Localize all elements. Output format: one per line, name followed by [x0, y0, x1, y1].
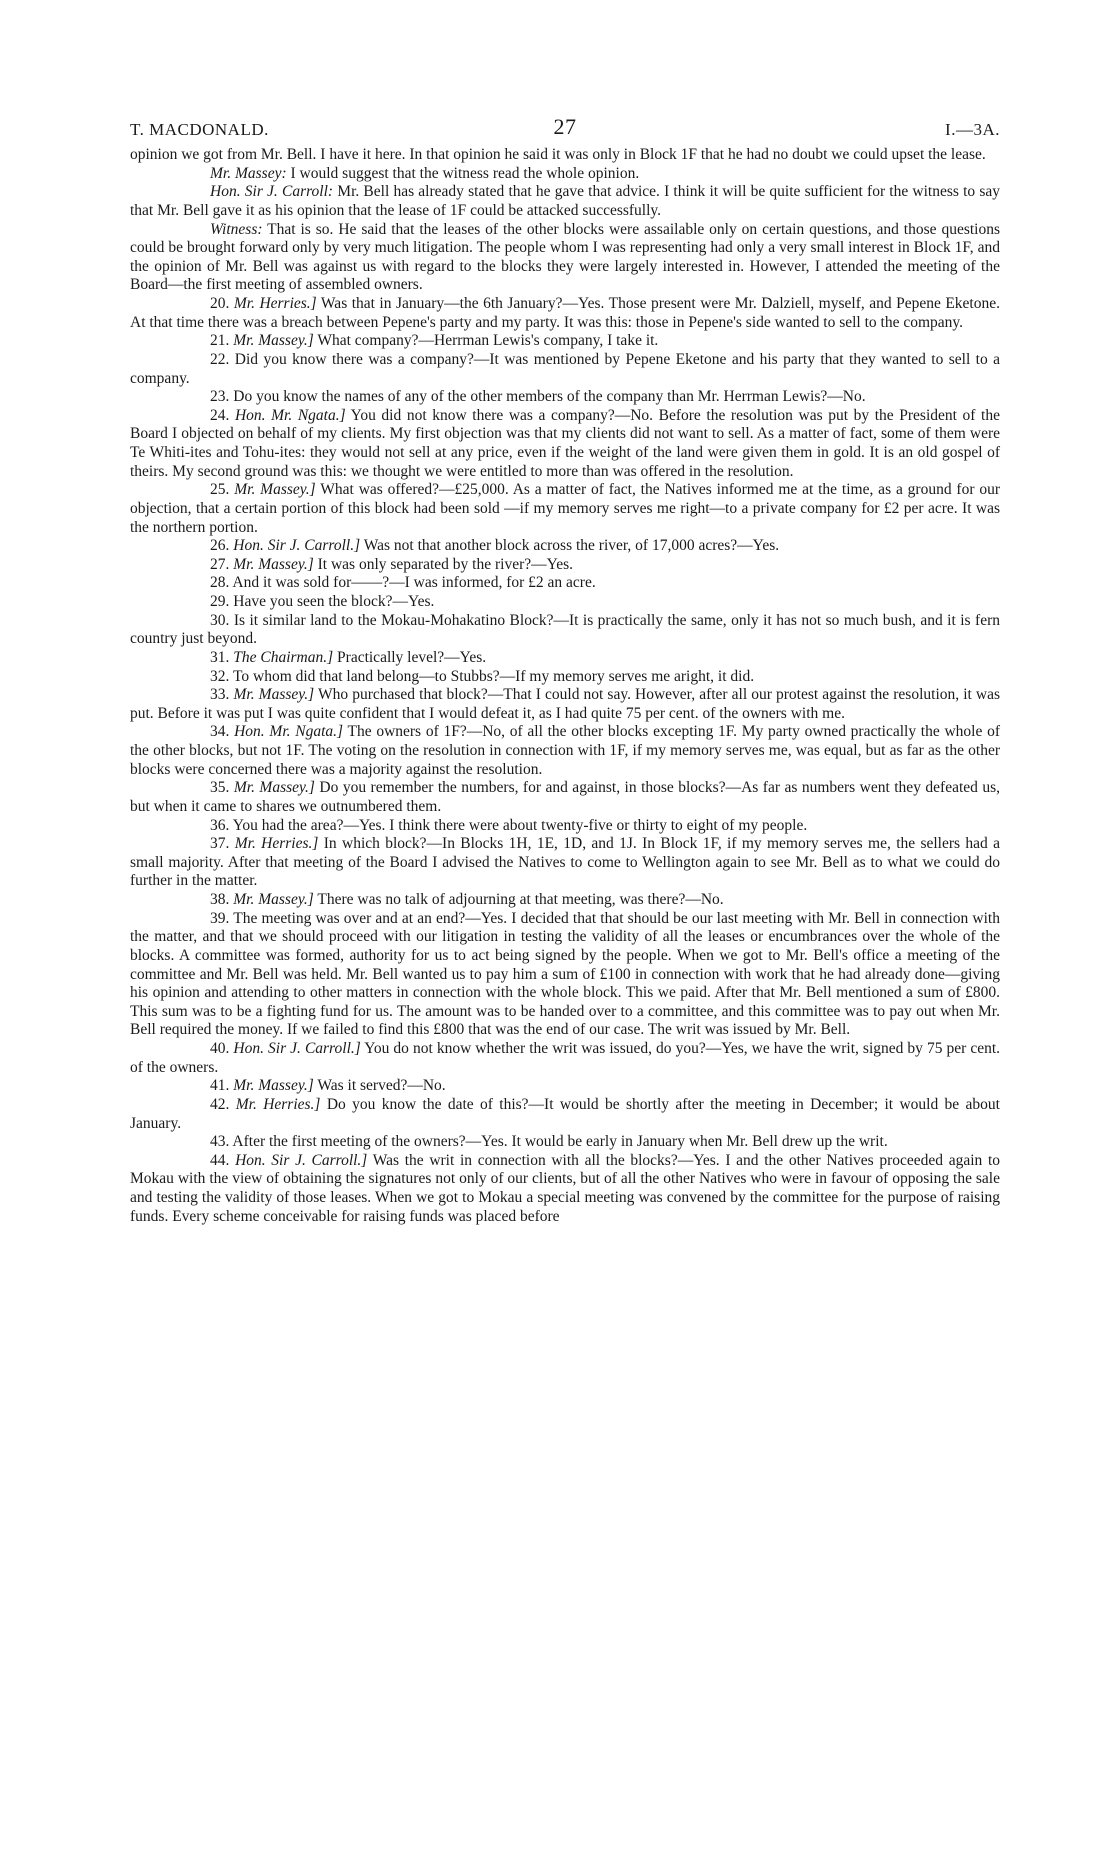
paragraph-text: And it was sold for——?—I was informed, for £2 an acre.: [232, 574, 596, 592]
question-number: 22.: [210, 350, 235, 368]
document-page: [130, 112, 1000, 1226]
paragraph-text: What was offered?—£25,000. As a matter of fact, the Natives informed me at the time, as a ground for our objection, that a certain portion of this block had been sold —if my memory serves me right—to a private company for £2 per acre. It was the northern portion.: [130, 481, 1001, 536]
question-number: 24.: [210, 406, 235, 424]
speaker-name: Mr. Massey.]: [233, 555, 314, 573]
paragraph-text: To whom did that land belong—to Stubbs?—If my memory serves me aright, it did.: [232, 667, 755, 685]
paragraph-text: Was that in January—the 6th January?—Yes. Those present were Mr. Dalziell, myself, and Pepene Eketone. At that time there was a breach between Pepene's party and my party. It was this: those in Pepene's side wanted to sell to the company.: [130, 295, 1000, 331]
speaker-name: Mr. Herries.]: [234, 835, 319, 853]
paragraph-text: The owners of 1F?—No, of all the other blocks excepting 1F. My party owned practically the whole of the other blocks, but not 1F. The voting on the resolution in connection with 1F, if my memory serves me, was equal, but as far as the other blocks were concerned there was a majority against the resolution.: [130, 723, 1000, 778]
speaker-name: Mr. Massey.]: [234, 481, 316, 499]
paragraph-text: Is it similar land to the Mokau-Mohakatino Block?—It is practically the same, only it has not so much bush, and it is fern country just beyond.: [130, 611, 1000, 648]
question-number: 42.: [210, 1095, 236, 1113]
paragraph: [130, 723, 1000, 779]
paragraph: [130, 1040, 1000, 1077]
paragraph: [130, 295, 1000, 332]
speaker-name: Hon. Sir J. Carroll:: [210, 183, 334, 201]
paragraph-text: opinion we got from Mr. Bell. I have it here. In that opinion he said it was only in Block 1F that he had no doubt we could upset the lease.: [130, 146, 986, 163]
question-number: 36.: [210, 816, 233, 834]
paragraph-text: Did you know there was a company?—It was mentioned by Pepene Eketone and his party that they wanted to sell to a company.: [130, 350, 1001, 387]
paragraph: [130, 668, 1000, 687]
paragraph-text: Do you know the names of any of the other members of the company than Mr. Herrman Lewis?—No.: [233, 388, 866, 406]
paragraph: [130, 165, 1000, 184]
paragraph: [130, 686, 1000, 723]
paragraph-text: Do you remember the numbers, for and against, in those blocks?—As far as numbers went they defeated us, but when it came to shares we outnumbered them.: [130, 779, 1001, 815]
speaker-name: The Chairman.]: [233, 648, 334, 666]
page-number: 27: [553, 114, 577, 139]
paragraph: [130, 537, 1000, 556]
paragraph: [130, 183, 1000, 220]
paragraph-text: Mr. Bell has already stated that he gave that advice. I think it will be quite sufficient for the witness to say that Mr. Bell gave it as his opinion that the lease of 1F could be attacked successfully.: [130, 183, 1001, 219]
speaker-name: Mr. Massey:: [210, 164, 287, 182]
question-number: 21.: [210, 332, 234, 350]
paragraph: [130, 649, 1000, 668]
speaker-name: Mr. Massey.]: [233, 1077, 314, 1095]
paragraph-text: You did not know there was a company?—No. Before the resolution was put by the President of the Board I objected on behalf of my clients. My first objection was that my clients did not want to sell. As a matter of fact, some of them were Te Whiti-ites and Tohu-ites: they would not sell at any price, even if the weight of the land were given them in gold. It is an old gospel of theirs. My second ground was this: we thought we were entitled to more than was offered in the resolution.: [130, 406, 1000, 480]
speaker-name: Mr. Massey.]: [233, 332, 314, 350]
running-head-right: I.—3A.: [945, 120, 1000, 139]
paragraph: [130, 146, 1000, 165]
paragraph-text: Do you know the date of this?—It would be shortly after the meeting in December; it would be about January.: [130, 1095, 1000, 1132]
paragraph-text: You do not know whether the writ was issued, do you?—Yes, we have the writ, signed by 75 per cent. of the owners.: [130, 1040, 1001, 1076]
question-number: 38.: [210, 891, 234, 908]
question-number: 43.: [210, 1133, 233, 1151]
speaker-name: Witness:: [210, 220, 263, 238]
question-number: 26.: [210, 537, 234, 555]
question-number: 27.: [210, 555, 234, 573]
question-number: 37.: [210, 835, 235, 853]
paragraph: [130, 835, 1000, 891]
paragraph-text: In which block?—In Blocks 1H, 1E, 1D, and 1J. In Block 1F, if my memory serves me, the sellers had a small majority. After that meeting of the Board I advised the Natives to come to Wellington again to see Mr. Bell as to what we could do further in the matter.: [130, 835, 1000, 890]
question-number: 32.: [210, 667, 233, 685]
question-number: 39.: [210, 909, 234, 927]
paragraph-text: It was only separated by the river?—Yes.: [313, 555, 574, 573]
question-number: 34.: [210, 723, 235, 741]
paragraph-text: What company?—Herrman Lewis's company, I take it.: [313, 332, 659, 350]
question-number: 29.: [210, 593, 234, 610]
question-number: 25.: [210, 481, 235, 499]
paragraph-text: Who purchased that block?—That I could not say. However, after all our protest against the resolution, it was put. Before it was put I was quite confident that I would defeat it, as I had quite 75 per cent. of the owners with me.: [130, 686, 1001, 722]
paragraph-text: That is so. He said that the leases of the other blocks were assailable only on certain questions, and those questions could be brought forward only by very much litigation. The people whom I was representing had only a very small interest in Block 1F, and the opinion of Mr. Bell was against us with regard to the blocks they were largely interested in. However, I attended the meeting of the Board—the first meeting of assembled owners.: [130, 220, 1000, 294]
running-head-left: T. MACDONALD.: [130, 120, 269, 139]
speaker-name: Hon. Mr. Ngata.]: [234, 406, 346, 424]
paragraph: [130, 593, 1000, 612]
question-number: 28.: [210, 574, 233, 592]
paragraph-text: You had the area?—Yes. I think there were about twenty-five or thirty to eight of my people.: [232, 816, 808, 834]
paragraph: [130, 1152, 1000, 1227]
paragraph: [130, 817, 1000, 836]
question-number: 44.: [210, 1151, 236, 1169]
page-header: [130, 112, 1000, 146]
question-number: 20.: [210, 295, 234, 312]
question-number: 23.: [210, 388, 234, 406]
question-number: 41.: [210, 1077, 234, 1095]
paragraph-text: Practically level?—Yes.: [333, 648, 487, 666]
speaker-name: Hon. Sir J. Carroll.]: [233, 537, 361, 555]
paragraph-text: After the first meeting of the owners?—Yes. It would be early in January when Mr. Bell drew up the writ.: [232, 1133, 888, 1151]
question-number: 33.: [210, 686, 234, 704]
paragraph: [130, 221, 1000, 296]
paragraph: [130, 612, 1000, 649]
paragraph-text: Was not that another block across the river, of 17,000 acres?—Yes.: [360, 537, 780, 555]
paragraph-text: Was the writ in connection with all the blocks?—Yes. I and the other Natives proceeded again to Mokau with the view of obtaining the signatures not only of our clients, but of all the other Natives who were in favour of opposing the sale and testing the validity of those leases. When we got to Mokau a special meeting was convened by the committee for the purpose of raising funds. Every scheme conceivable for raising funds was placed before: [130, 1151, 1001, 1225]
paragraph: [130, 1077, 1000, 1096]
speaker-name: Mr. Herries.]: [233, 295, 317, 312]
paragraph: [130, 332, 1000, 351]
paragraph: [130, 1096, 1000, 1133]
paragraph: [130, 779, 1000, 816]
paragraph: [130, 407, 1000, 482]
paragraph: [130, 574, 1000, 593]
question-number: 31.: [210, 648, 234, 666]
document-body: [130, 146, 1000, 1226]
speaker-name: Mr. Massey.]: [233, 891, 314, 908]
speaker-name: Hon. Sir J. Carroll.]: [233, 1040, 361, 1057]
speaker-name: Hon. Mr. Ngata.]: [234, 723, 344, 741]
paragraph-text: The meeting was over and at an end?—Yes. I decided that that should be our last meeting with Mr. Bell in connection with the matter, and that we should proceed with our litigation in testing the validity of all the leases or encumbrances over the whole of the blocks. A committee was formed, authority for us to act being signed by the people. When we got to Mr. Bell's office a meeting of the committee and Mr. Bell was held. Mr. Bell wanted us to pay him a sum of £100 in connection with work that he had already done—giving his opinion and attending to other matters in connection with the whole block. This we paid. After that Mr. Bell mentioned a sum of £800. This sum was to be a fighting fund for us. The amount was to be handed over to a committee, and this committee was to pay out when Mr. Bell required the money. If we failed to find this £800 that was the end of our case. The writ was issued by Mr. Bell.: [130, 909, 1000, 1039]
speaker-name: Mr. Herries.]: [235, 1095, 321, 1113]
paragraph-text: I would suggest that the witness read the whole opinion.: [286, 164, 640, 182]
paragraph-text: Have you seen the block?—Yes.: [233, 593, 435, 610]
paragraph: [130, 891, 1000, 910]
paragraph: [130, 1133, 1000, 1152]
speaker-name: Mr. Massey.]: [233, 686, 315, 704]
question-number: 40.: [210, 1040, 234, 1057]
question-number: 35.: [210, 779, 234, 797]
speaker-name: Hon. Sir J. Carroll.]: [235, 1151, 368, 1169]
speaker-name: Mr. Massey.]: [233, 779, 315, 797]
paragraph: [130, 388, 1000, 407]
paragraph: [130, 556, 1000, 575]
paragraph-text: Was it served?—No.: [313, 1077, 446, 1095]
question-number: 30.: [210, 611, 234, 629]
paragraph: [130, 481, 1000, 537]
paragraph-text: There was no talk of adjourning at that meeting, was there?—No.: [313, 891, 724, 908]
paragraph: [130, 351, 1000, 388]
paragraph: [130, 910, 1000, 1040]
